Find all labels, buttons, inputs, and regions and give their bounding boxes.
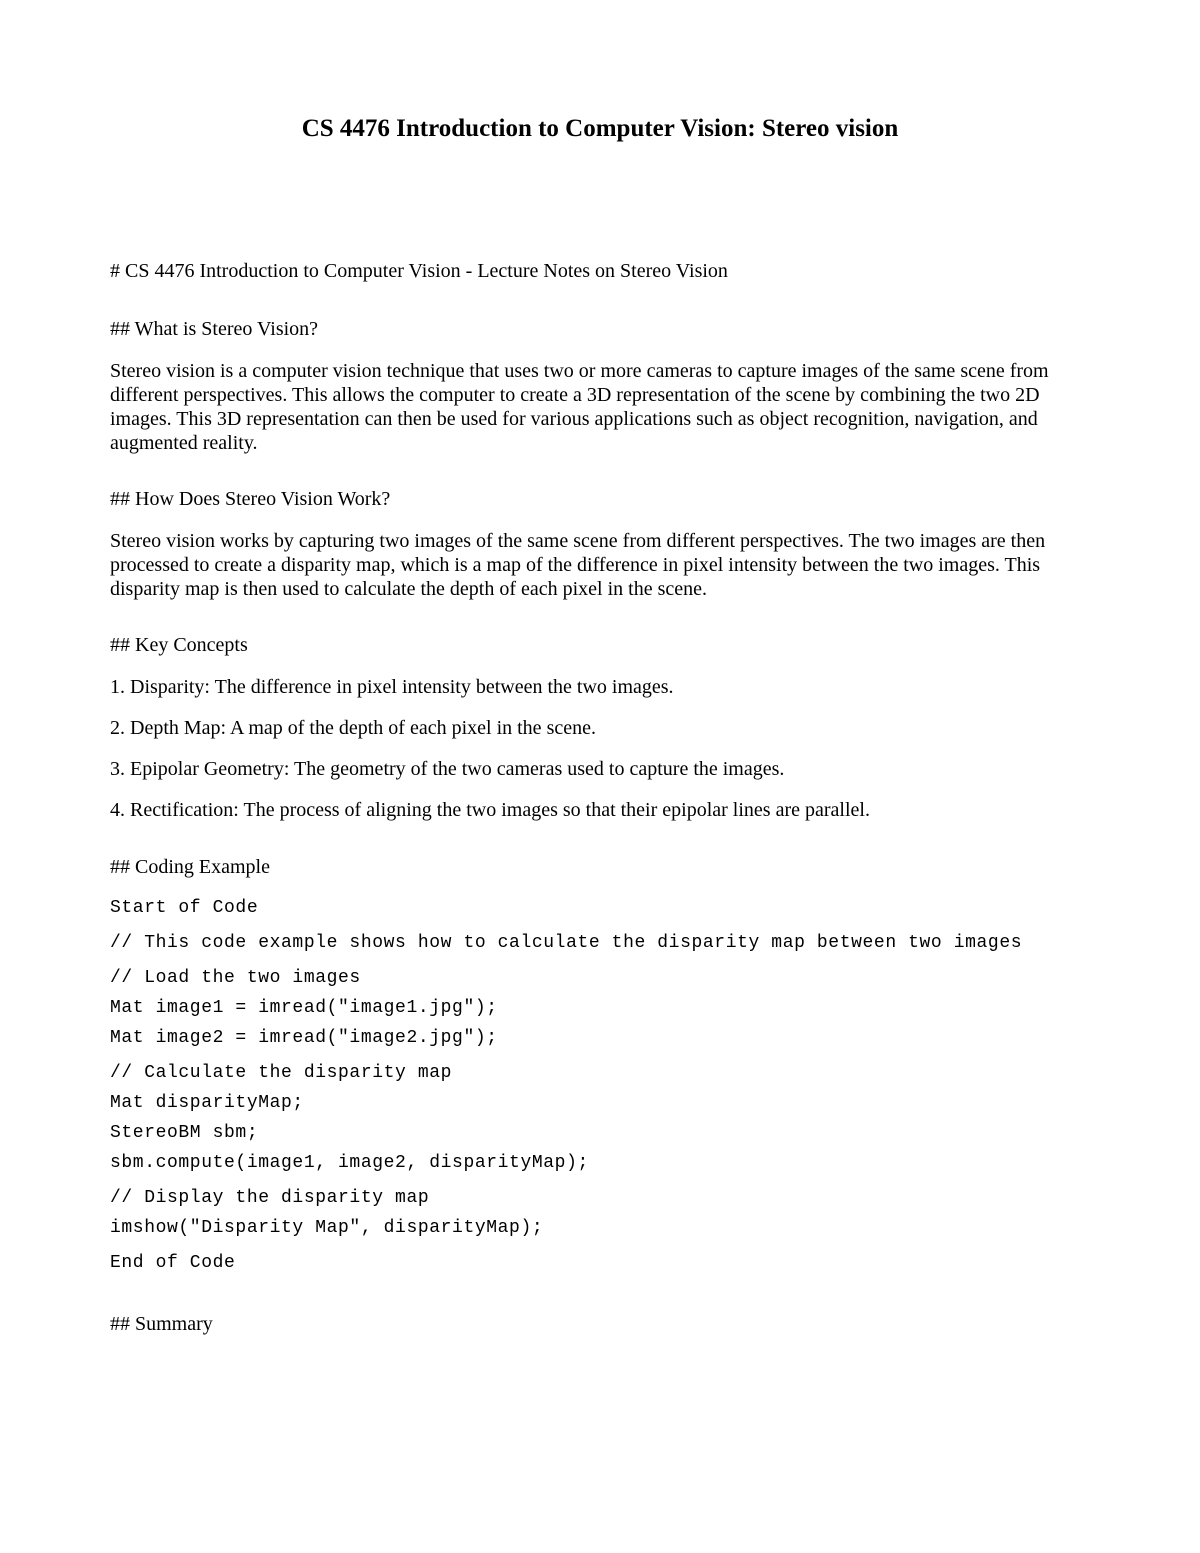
- concept-item-depth-map: 2. Depth Map: A map of the depth of each pixel in the scene.: [110, 717, 596, 739]
- document-body: [110, 259, 1090, 1354]
- concept-item-rectification: 4. Rectification: The process of aligning the two images so that their epipolar lines are parallel.: [110, 799, 870, 821]
- code-comment-display: // Display the disparity map: [110, 1188, 430, 1208]
- concept-item-disparity: 1. Disparity: The difference in pixel intensity between the two images.: [110, 676, 674, 698]
- code-comment-intro: // This code example shows how to calculate the disparity map between two images: [110, 933, 1023, 953]
- section-heading-concepts: ## Key Concepts: [110, 634, 248, 656]
- section-heading-what: ## What is Stereo Vision?: [110, 318, 319, 340]
- paragraph-how: Stereo vision works by capturing two images of the same scene from different perspectives. The two images are then processed to create a disparity map, which is a map of the difference in pixel intensity between the two images. This disparity map is then used to calculate the depth of each pixel in the scene.: [110, 530, 1046, 600]
- code-comment-load: // Load the two images: [110, 968, 361, 988]
- section-heading-summary: ## Summary: [110, 1313, 213, 1335]
- section-heading-coding: ## Coding Example: [110, 856, 270, 878]
- concept-item-epipolar: 3. Epipolar Geometry: The geometry of the two cameras used to capture the images.: [110, 758, 785, 780]
- code-start-marker: Start of Code: [110, 898, 259, 918]
- lecture-heading: # CS 4476 Introduction to Computer Vision - Lecture Notes on Stereo Vision: [110, 260, 728, 282]
- code-line-image2: Mat image2 = imread("image2.jpg");: [110, 1028, 498, 1048]
- code-line-mat: Mat disparityMap;: [110, 1093, 304, 1113]
- code-line-imshow: imshow("Disparity Map", disparityMap);: [110, 1218, 544, 1238]
- document-title: CS 4476 Introduction to Computer Vision: Stereo vision: [301, 115, 899, 142]
- code-line-compute: sbm.compute(image1, image2, disparityMap);: [110, 1153, 589, 1173]
- code-line-image1: Mat image1 = imread("image1.jpg");: [110, 998, 498, 1018]
- code-comment-calculate: // Calculate the disparity map: [110, 1063, 453, 1083]
- code-end-marker: End of Code: [110, 1253, 236, 1273]
- section-heading-how: ## How Does Stereo Vision Work?: [110, 488, 391, 510]
- code-line-sbm: StereoBM sbm;: [110, 1123, 259, 1143]
- paragraph-what: Stereo vision is a computer vision technique that uses two or more cameras to capture images of the same scene from different perspectives. This allows the computer to create a 3D representation of the scene by combining the two 2D images. This 3D representation can then be used for various applications such as object recognition, navigation, and augmented reality.: [110, 360, 1049, 454]
